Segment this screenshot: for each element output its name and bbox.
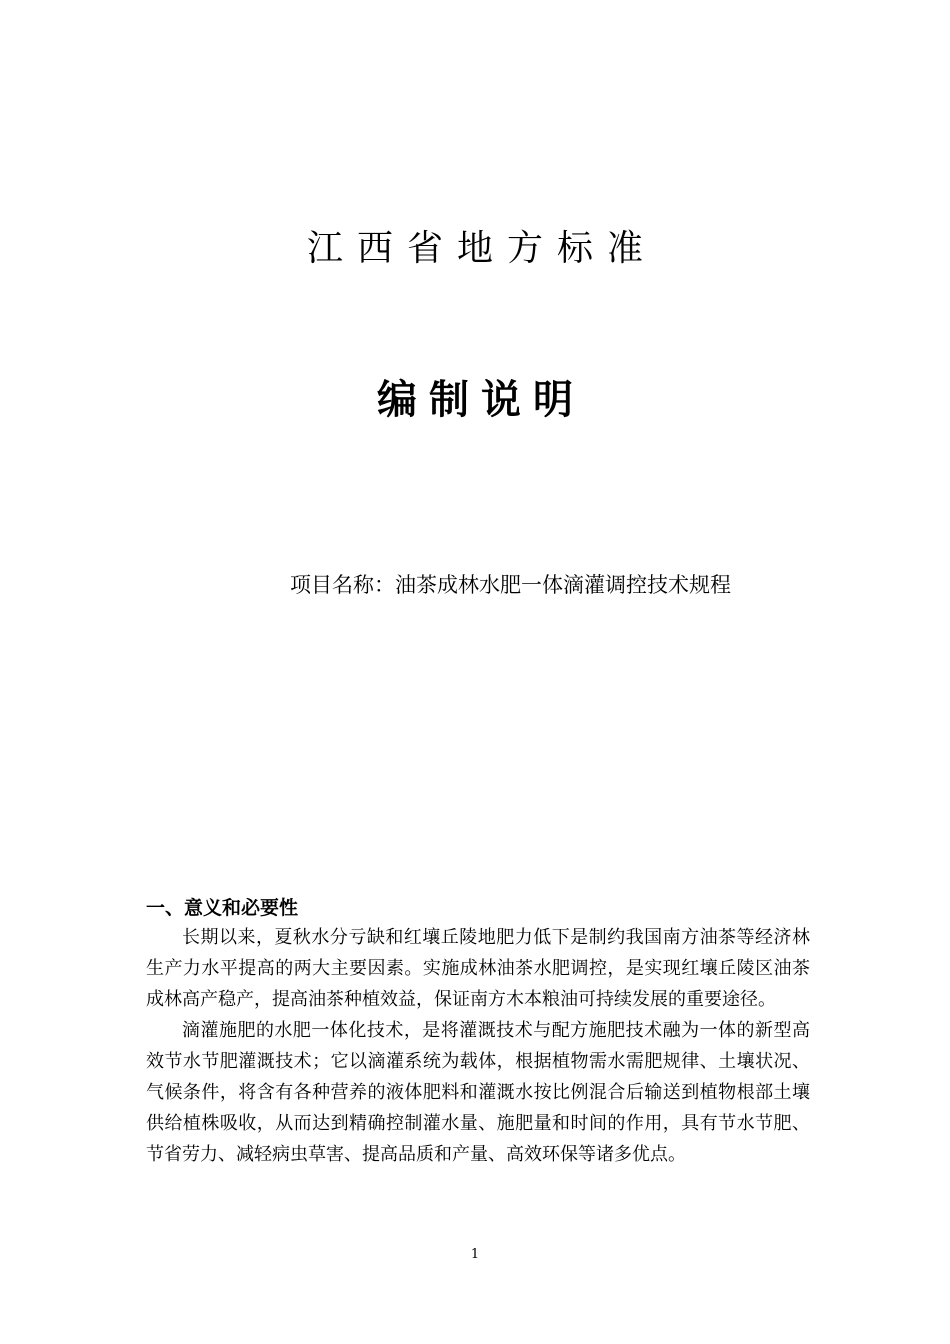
section-paragraph: 滴灌施肥的水肥一体化技术，是将灌溉技术与配方施肥技术融为一体的新型高效节水节肥灌溉技术；它以滴灌系统为载体，根据植物需水需肥规律、土壤状况、气候条件，将含有各种营养的液体肥料和灌溉水按比例混合后输送到植物根部土壤供给植株吸收，从而达到精确控制灌水量、施肥量和时间的作用，具有节水节肥、节省劳力、减轻病虫草害、提高品质和产量、高效环保等诸多优点。 xyxy=(146,1020,810,1165)
page-number: 1 xyxy=(470,1247,480,1262)
section-paragraph: 长期以来，夏秋水分亏缺和红壤丘陵地肥力低下是制约我国南方油茶等经济林生产力水平提高的两大主要因素。实施成林油茶水肥调控，是实现红壤丘陵区油茶成林高产稳产，提高油茶种植效益，保证南方木本粮油可持续发展的重要途径。 xyxy=(146,927,810,1010)
section-significance xyxy=(146,894,810,1170)
document-subtitle: 编制说明 xyxy=(377,377,585,423)
project-name: 油茶成林水肥一体滴灌调控技术规程 xyxy=(395,573,731,597)
project-name-line xyxy=(290,570,731,600)
project-label: 项目名称： xyxy=(290,573,395,597)
section-heading: 一、意义和必要性 xyxy=(146,897,299,919)
document-title: 江西省地方标准 xyxy=(306,228,657,269)
